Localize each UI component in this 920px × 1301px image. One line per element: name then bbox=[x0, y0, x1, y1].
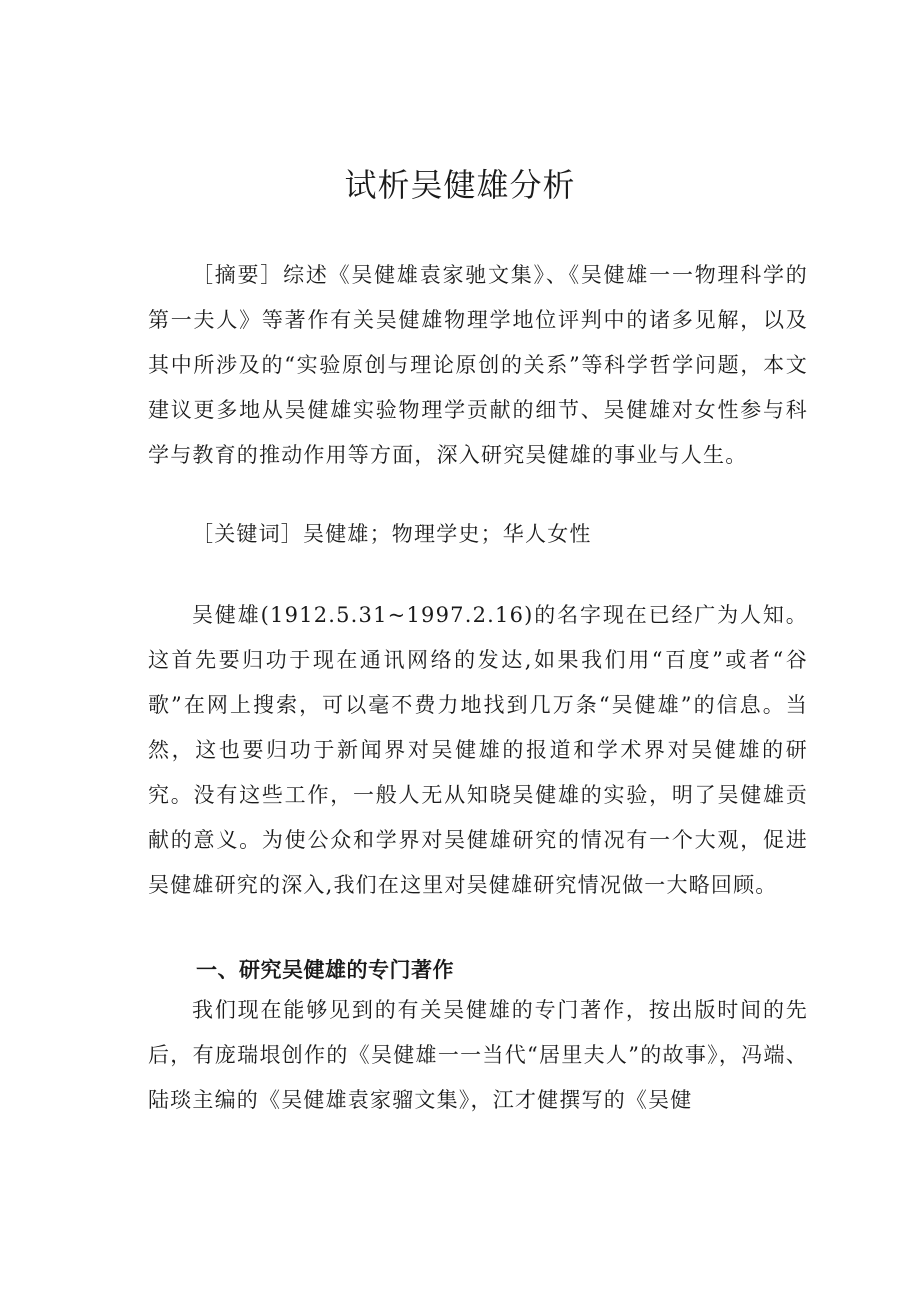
intro-paragraph: 吴健雄(1912.5.31~1997.2.16)的名字现在已经广为人知。这首先要归功于现在通讯网络的发达,如果我们用“百度”或者“谷歌”在网上搜索，可以毫不费力地找到几万条“吴健雄”的信息。当然，这也要归功于新闻界对吴健雄的报道和学术界对吴健雄的研究。没有这些工作，一般人无从知晓吴健雄的实验，明了吴健雄贡献的意义。为使公众和学界对吴健雄研究的情况有一个大观，促进吴健雄研究的深入,我们在这里对吴健雄研究情况做一大略回顾。 bbox=[148, 603, 808, 897]
keywords-line: ［关键词］吴健雄；物理学史；华人女性 bbox=[192, 522, 592, 546]
section-body-paragraph: 我们现在能够见到的有关吴健雄的专门著作，按出版时间的先后，有庞瑞垠创作的《吴健雄一一当代“居里夫人”的故事》，冯端、陆琰主编的《吴健雄袁家骝文集》，江才健撰写的《吴健 bbox=[148, 998, 808, 1112]
section-heading: 一、研究吴健雄的专门著作 bbox=[196, 958, 454, 982]
abstract-paragraph: ［摘要］综述《吴健雄袁家驰文集》、《吴健雄一一物理科学的第一夫人》等著作有关吴健雄物理学地位评判中的诸多见解，以及其中所涉及的“实验原创与理论原创的关系”等科学哲学问题，本文建议更多地从吴健雄实验物理学贡献的细节、吴健雄对女性参与科学与教育的推动作用等方面，深入研究吴健雄的事业与人生。 bbox=[148, 263, 808, 467]
document-title: 试析吴健雄分析 bbox=[344, 166, 576, 204]
